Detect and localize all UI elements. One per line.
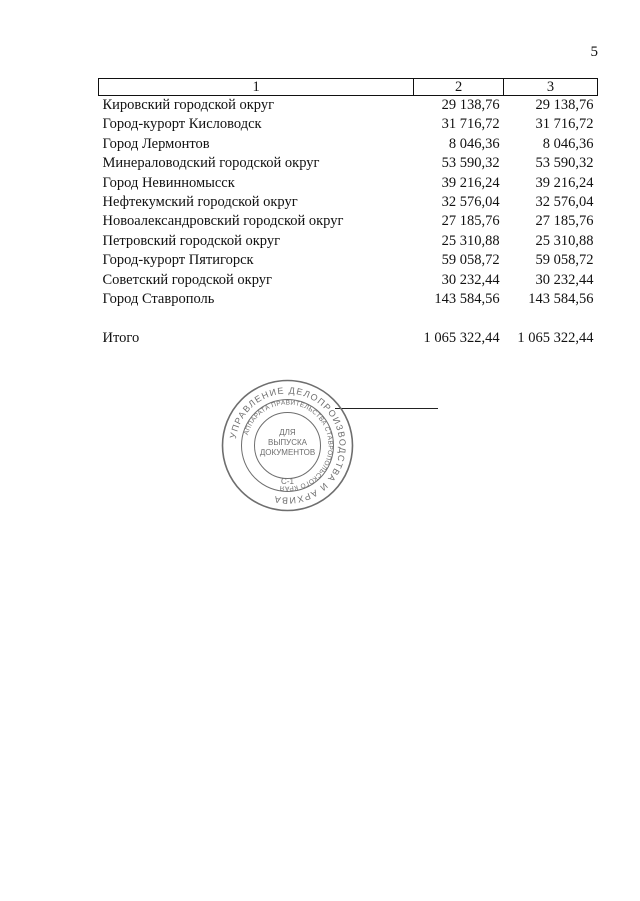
row-name: Кировский городской округ bbox=[102, 97, 275, 113]
row-name: Город-курорт Кисловодск bbox=[102, 116, 262, 133]
row-name: Город-курорт Пятигорск bbox=[102, 252, 254, 269]
table-row bbox=[99, 290, 598, 309]
seal-stamp bbox=[220, 378, 355, 513]
total-row bbox=[99, 329, 598, 348]
table-row bbox=[99, 193, 598, 212]
table-row bbox=[99, 174, 598, 193]
column-header-3: 3 bbox=[504, 79, 598, 96]
row-name: Город Невинномысск bbox=[102, 174, 235, 191]
table-spacer-row bbox=[99, 309, 598, 328]
row-value-col3: 59 058,72 bbox=[535, 252, 594, 269]
row-name: Город Лермонтов bbox=[102, 135, 210, 152]
row-value-col3: 8 046,36 bbox=[542, 135, 594, 152]
page-number: 5 bbox=[590, 44, 598, 60]
row-value-col2: 30 232,44 bbox=[441, 271, 500, 288]
spacer-cell bbox=[99, 309, 598, 328]
row-value-col2: 32 576,04 bbox=[441, 194, 500, 211]
row-value-col3: 39 216,24 bbox=[535, 174, 594, 191]
table-row bbox=[99, 135, 598, 154]
stamp-inner-text: АППАРАТА ПРАВИТЕЛЬСТВА СТАВРОПОЛЬСКОГО КРАЯ bbox=[242, 399, 334, 492]
row-value-col2: 59 058,72 bbox=[441, 252, 500, 269]
table-body bbox=[99, 96, 598, 349]
row-value-col3: 27 185,76 bbox=[535, 213, 594, 230]
total-label: Итого bbox=[102, 329, 140, 346]
row-name: Город Ставрополь bbox=[102, 291, 215, 308]
table-row bbox=[99, 212, 598, 231]
table-row bbox=[99, 115, 598, 134]
row-value-col3: 29 138,76 bbox=[535, 97, 594, 113]
row-name: Нефтекумский городской округ bbox=[102, 194, 298, 211]
table-header-row bbox=[99, 79, 598, 96]
stamp-code: С-1 bbox=[281, 477, 294, 486]
row-value-col3: 25 310,88 bbox=[535, 232, 594, 249]
table-row bbox=[99, 154, 598, 173]
table-row bbox=[99, 251, 598, 270]
table-row bbox=[99, 271, 598, 290]
row-value-col2: 31 716,72 bbox=[441, 116, 500, 133]
row-name: Петровский городской округ bbox=[102, 232, 281, 249]
row-value-col2: 39 216,24 bbox=[441, 174, 500, 191]
row-name: Минераловодский городской округ bbox=[102, 155, 320, 172]
row-value-col3: 53 590,32 bbox=[535, 155, 594, 172]
stamp-center-line-2: ВЫПУСКА bbox=[267, 438, 308, 447]
stamp-center-line-3: ДОКУМЕНТОВ bbox=[259, 448, 316, 457]
row-value-col2: 29 138,76 bbox=[441, 97, 500, 113]
row-value-col3: 30 232,44 bbox=[535, 271, 594, 288]
row-name: Новоалександровский городской округ bbox=[102, 213, 344, 230]
row-value-col3: 32 576,04 bbox=[535, 194, 594, 211]
stamp-outer-text: УПРАВЛЕНИЕ ДЕЛОПРОИЗВОДСТВА И АРХИВА bbox=[227, 385, 348, 506]
row-value-col3: 143 584,56 bbox=[528, 291, 594, 308]
table-row bbox=[99, 96, 598, 116]
row-value-col3: 31 716,72 bbox=[535, 116, 594, 133]
row-value-col2: 8 046,36 bbox=[448, 135, 500, 152]
row-name: Советский городской округ bbox=[102, 271, 272, 288]
row-value-col2: 27 185,76 bbox=[441, 213, 500, 230]
budget-table bbox=[98, 78, 598, 348]
stamp-center-line-1: ДЛЯ bbox=[279, 428, 296, 437]
column-header-1: 1 bbox=[99, 79, 414, 96]
column-header-2: 2 bbox=[414, 79, 504, 96]
row-value-col2: 53 590,32 bbox=[441, 155, 500, 172]
total-value-col2: 1 065 322,44 bbox=[423, 329, 500, 346]
row-value-col2: 143 584,56 bbox=[434, 291, 500, 308]
row-value-col2: 25 310,88 bbox=[441, 232, 500, 249]
total-value-col3: 1 065 322,44 bbox=[517, 329, 594, 346]
table-row bbox=[99, 232, 598, 251]
